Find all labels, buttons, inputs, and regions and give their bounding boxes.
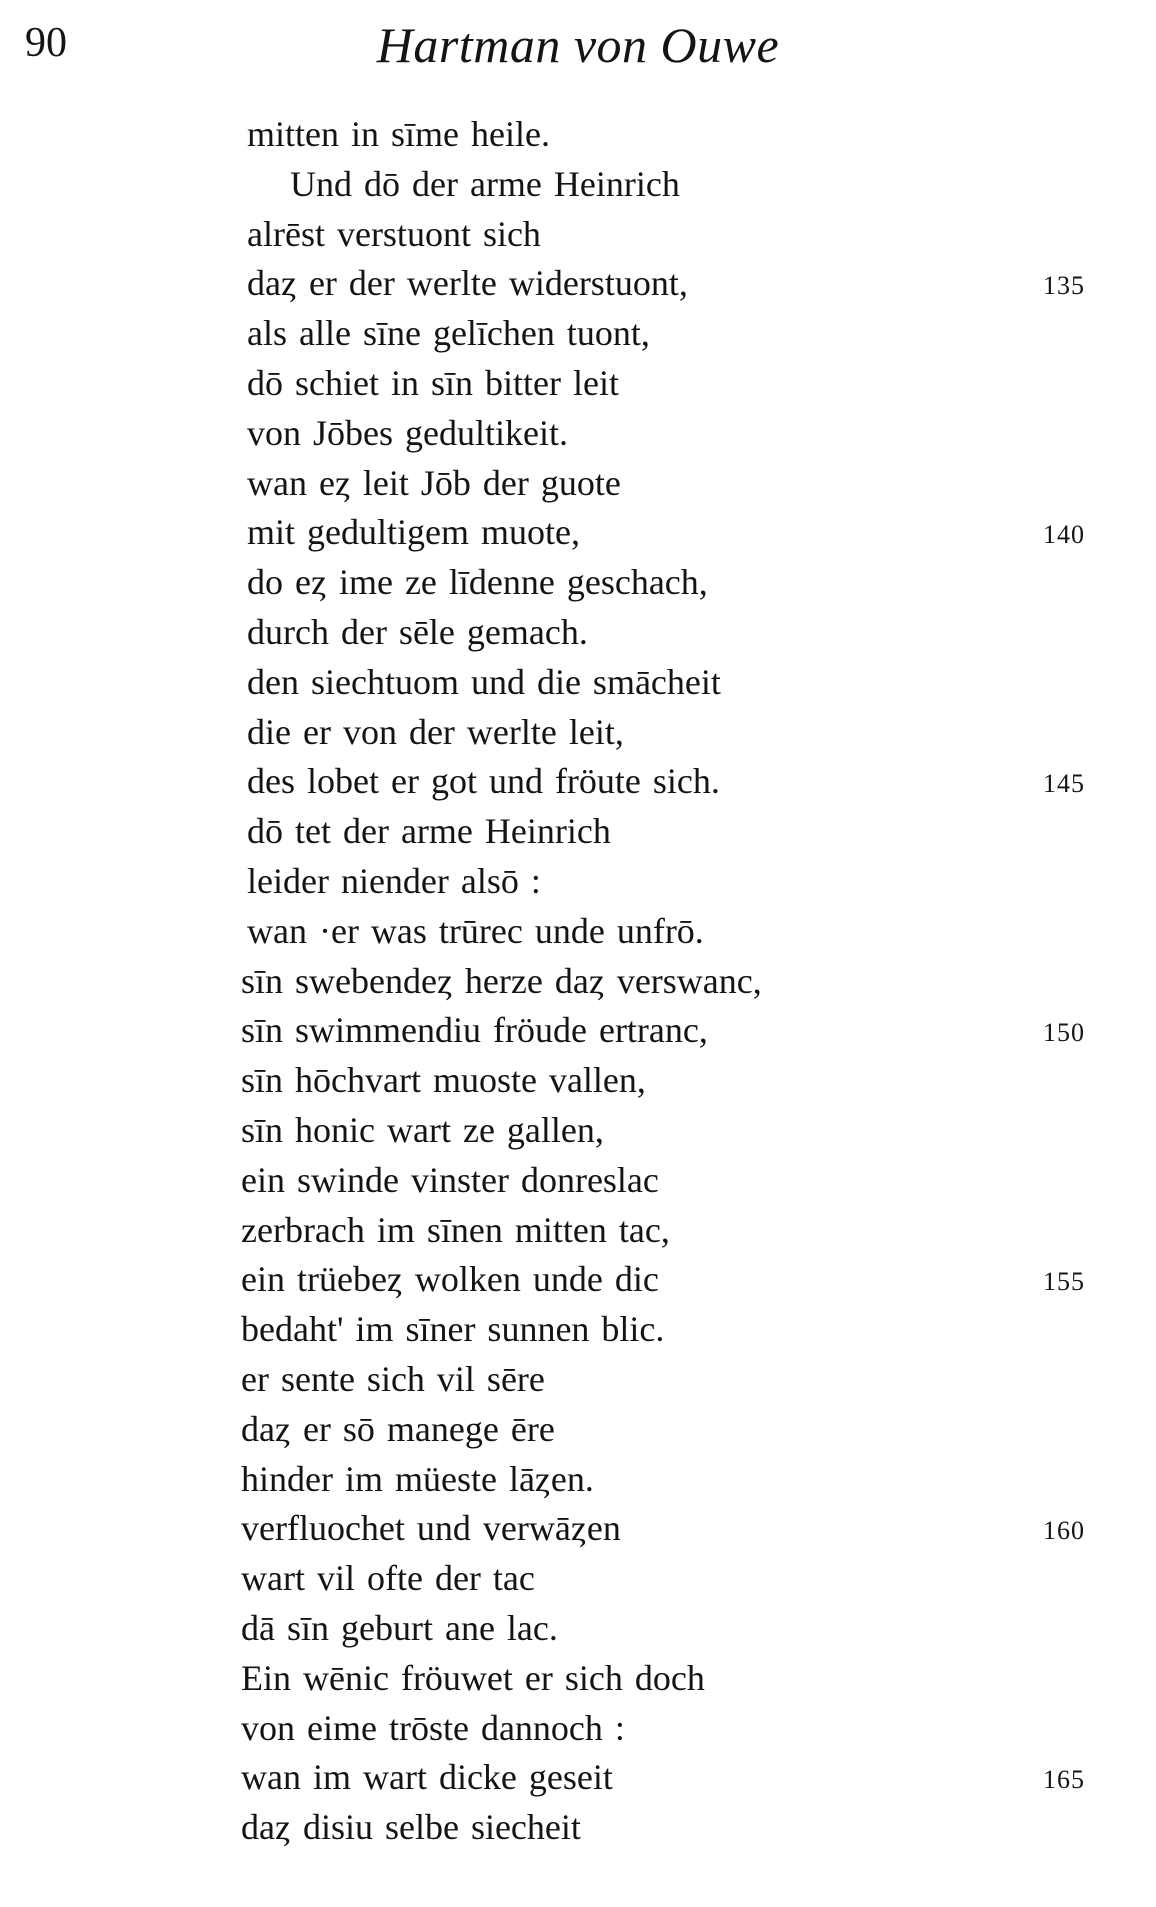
verse-text: den siechtuom und die smācheit bbox=[247, 661, 721, 702]
verse-text: hinder im müeste lāȥen. bbox=[241, 1458, 594, 1499]
verse-text: sīn swimmendiu fröude ertranc, bbox=[241, 1010, 708, 1051]
verse-line bbox=[0, 1253, 1156, 1303]
verse-line bbox=[0, 955, 1156, 1005]
verse-line bbox=[0, 1204, 1156, 1254]
verse-text: sīn hōchvart muoste vallen, bbox=[241, 1060, 646, 1101]
verse-text: bedaht' im sīner sunnen blic. bbox=[241, 1309, 665, 1350]
verse-text: zerbrach im sīnen mitten tac, bbox=[241, 1209, 670, 1250]
line-number: 135 bbox=[1043, 271, 1085, 301]
verse-line bbox=[0, 108, 1156, 158]
verse-line bbox=[0, 407, 1156, 457]
poem-text bbox=[0, 108, 1156, 1851]
verse-line bbox=[0, 1552, 1156, 1602]
verse-text: dō schiet in sīn bitter leit bbox=[247, 362, 619, 403]
verse-text: sīn swebendeȥ herze daȥ verswanc, bbox=[241, 960, 762, 1001]
line-number: 160 bbox=[1043, 1516, 1085, 1546]
page-number: 90 bbox=[25, 20, 67, 66]
line-number: 155 bbox=[1043, 1267, 1085, 1297]
verse-text: dā sīn geburt ane lac. bbox=[241, 1607, 558, 1648]
verse-line bbox=[0, 606, 1156, 656]
verse-text: wan eȥ leit Jōb der guote bbox=[247, 462, 621, 503]
verse-line bbox=[0, 556, 1156, 606]
verse-line bbox=[0, 1453, 1156, 1503]
verse-text: alrēst verstuont sich bbox=[247, 213, 541, 254]
verse-line bbox=[0, 755, 1156, 805]
verse-line bbox=[0, 1154, 1156, 1204]
line-number: 140 bbox=[1043, 520, 1085, 550]
verse-line bbox=[0, 1801, 1156, 1851]
verse-line bbox=[0, 1353, 1156, 1403]
verse-text: wan im wart dicke geseit bbox=[241, 1757, 613, 1798]
verse-line bbox=[0, 257, 1156, 307]
verse-text: do eȥ ime ze līdenne geschach, bbox=[247, 562, 708, 603]
verse-line bbox=[0, 656, 1156, 706]
verse-text: mit gedultigem muote, bbox=[247, 512, 580, 553]
verse-text: ein swinde vinster donreslac bbox=[241, 1159, 659, 1200]
verse-line bbox=[0, 1702, 1156, 1752]
verse-text: daȥ er sō manege ēre bbox=[241, 1408, 555, 1449]
line-number: 165 bbox=[1043, 1765, 1085, 1795]
verse-line bbox=[0, 855, 1156, 905]
verse-line bbox=[0, 1403, 1156, 1453]
verse-text: verfluochet und verwāȥen bbox=[241, 1508, 621, 1549]
verse-line bbox=[0, 1602, 1156, 1652]
verse-text: daȥ disiu selbe siecheit bbox=[241, 1807, 581, 1848]
verse-line bbox=[0, 706, 1156, 756]
verse-text: leider niender alsō : bbox=[247, 860, 541, 901]
verse-line bbox=[0, 307, 1156, 357]
running-head: Hartman von Ouwe bbox=[376, 17, 780, 73]
verse-line bbox=[0, 1652, 1156, 1702]
verse-line bbox=[0, 905, 1156, 955]
verse-line bbox=[0, 357, 1156, 407]
verse-line bbox=[0, 1054, 1156, 1104]
verse-text: wart vil ofte der tac bbox=[241, 1558, 535, 1599]
verse-text: sīn honic wart ze gallen, bbox=[241, 1109, 604, 1150]
verse-line bbox=[0, 506, 1156, 556]
verse-text: daȥ er der werlte widerstuont, bbox=[247, 263, 688, 304]
line-number: 150 bbox=[1043, 1018, 1085, 1048]
verse-text: als alle sīne gelīchen tuont, bbox=[247, 313, 650, 354]
line-number: 145 bbox=[1043, 769, 1085, 799]
verse-line bbox=[0, 457, 1156, 507]
verse-line bbox=[0, 158, 1156, 208]
verse-text: mitten in sīme heile. bbox=[247, 114, 550, 154]
verse-text: dō tet der arme Heinrich bbox=[247, 811, 611, 852]
verse-text: die er von der werlte leit, bbox=[247, 711, 624, 752]
verse-line bbox=[0, 1303, 1156, 1353]
verse-text: ein trüebeȥ wolken unde dic bbox=[241, 1259, 659, 1300]
verse-line bbox=[0, 1104, 1156, 1154]
verse-line bbox=[0, 1502, 1156, 1552]
verse-text: er sente sich vil sēre bbox=[241, 1358, 545, 1399]
verse-text: von eime trōste dannoch : bbox=[241, 1707, 625, 1748]
verse-line bbox=[0, 1751, 1156, 1801]
verse-text: Ein wēnic fröuwet er sich doch bbox=[241, 1657, 705, 1698]
verse-line bbox=[0, 805, 1156, 855]
verse-text: wan ·er was trūrec unde unfrō. bbox=[247, 910, 704, 951]
verse-text: Und dō der arme Heinrich bbox=[290, 163, 680, 204]
verse-line bbox=[0, 208, 1156, 258]
verse-text: durch der sēle gemach. bbox=[247, 611, 588, 652]
verse-text: des lobet er got und fröute sich. bbox=[247, 761, 720, 802]
verse-line bbox=[0, 1004, 1156, 1054]
verse-text: von Jōbes gedultikeit. bbox=[247, 412, 568, 453]
